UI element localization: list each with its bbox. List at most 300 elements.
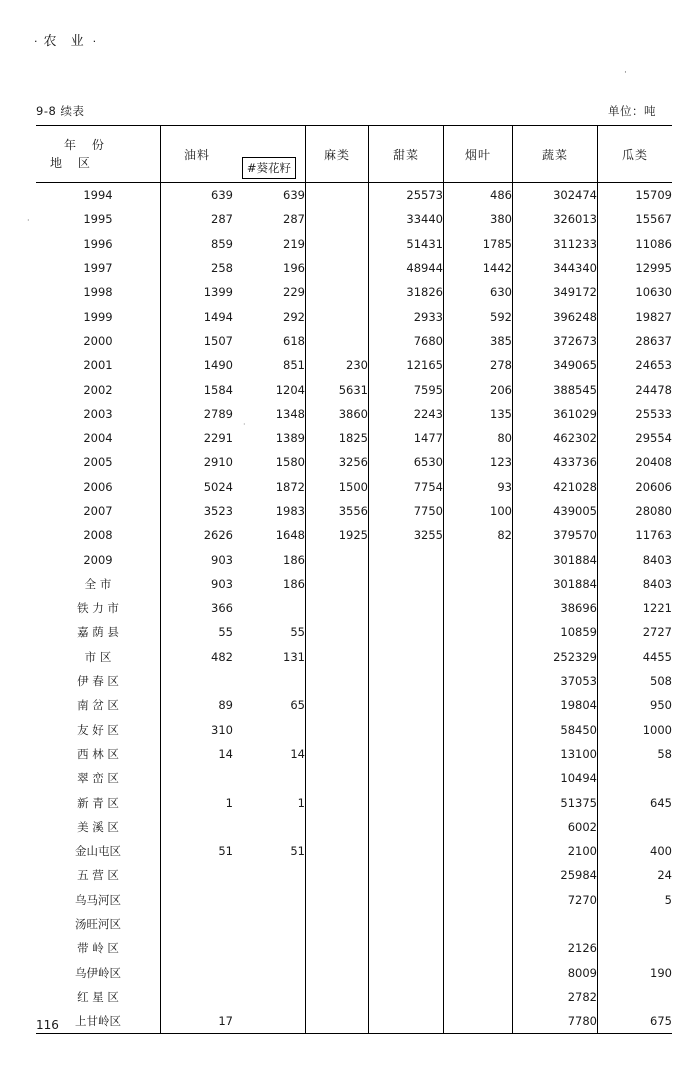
table-cell bbox=[233, 863, 306, 887]
running-head-left-dot: · bbox=[34, 35, 40, 48]
table-cell bbox=[598, 912, 673, 936]
table-cell bbox=[369, 718, 444, 742]
table-cell: 14 bbox=[233, 742, 306, 766]
header-col-beet-label: 甜菜 bbox=[392, 147, 419, 162]
table-cell bbox=[161, 936, 234, 960]
table-cell: 25573 bbox=[369, 183, 444, 208]
table-cell: 123 bbox=[444, 450, 513, 474]
table-cell bbox=[369, 669, 444, 693]
table-cell bbox=[233, 815, 306, 839]
table-cell bbox=[444, 669, 513, 693]
table-cell: 396248 bbox=[513, 304, 598, 328]
table-cell: 2910 bbox=[203, 455, 233, 470]
table-cell: 1 bbox=[233, 790, 306, 814]
table-cell: 618 bbox=[233, 329, 306, 353]
table-cell: 100 bbox=[444, 499, 513, 523]
table-cell bbox=[306, 985, 369, 1009]
table-row-label: 上甘岭区 bbox=[36, 1009, 161, 1034]
table-cell: 2933 bbox=[369, 304, 444, 328]
table-row bbox=[36, 596, 672, 620]
table-number: 9-8 续表 bbox=[36, 104, 85, 118]
table-row bbox=[36, 572, 672, 596]
table-cell bbox=[306, 936, 369, 960]
table-cell: 51 bbox=[218, 844, 233, 859]
table-row-label: 全 市 bbox=[36, 572, 161, 596]
table-cell bbox=[161, 985, 234, 1009]
table-cell bbox=[369, 620, 444, 644]
table-cell: 17 bbox=[161, 1009, 234, 1034]
table-cell bbox=[444, 766, 513, 790]
table-cell bbox=[444, 572, 513, 596]
table-cell bbox=[233, 1009, 306, 1034]
table-row bbox=[36, 547, 672, 571]
table-row-label: 2001 bbox=[36, 353, 161, 377]
table-cell: 14 bbox=[218, 746, 233, 761]
table-cell: 1925 bbox=[306, 523, 369, 547]
table-cell: 24478 bbox=[635, 382, 672, 397]
table-cell: 8009 bbox=[513, 961, 598, 985]
table-row bbox=[36, 718, 672, 742]
table-cell: 12165 bbox=[369, 353, 444, 377]
header-col-hemp bbox=[306, 126, 369, 183]
table-cell bbox=[444, 863, 513, 887]
table-cell bbox=[369, 961, 444, 985]
table-cell: 675 bbox=[598, 1009, 673, 1034]
table-cell: 349065 bbox=[513, 353, 598, 377]
table-cell: 366 bbox=[211, 601, 233, 616]
table-cell: 379570 bbox=[513, 523, 598, 547]
table-row bbox=[36, 280, 672, 304]
page-speck-mark: · bbox=[624, 68, 627, 78]
table-cell: 508 bbox=[650, 674, 672, 689]
table-cell: 859 bbox=[211, 236, 233, 251]
table-cell: 55 bbox=[218, 625, 233, 640]
table-row-label: 带 岭 区 bbox=[36, 936, 161, 960]
table-cell bbox=[233, 596, 306, 620]
table-cell bbox=[306, 547, 369, 571]
table-row bbox=[36, 742, 672, 766]
table-row bbox=[36, 839, 672, 863]
table-cell bbox=[161, 961, 234, 985]
table-cell bbox=[444, 645, 513, 669]
table-cell bbox=[306, 1009, 369, 1034]
table-cell: 2126 bbox=[513, 936, 598, 960]
table-cell: 131 bbox=[233, 645, 306, 669]
table-cell: 2291 bbox=[203, 431, 233, 446]
table-cell: 10494 bbox=[513, 766, 598, 790]
table-cell: 65 bbox=[233, 693, 306, 717]
table-row bbox=[36, 669, 672, 693]
table-cell bbox=[444, 888, 513, 912]
header-col-sunflower bbox=[233, 126, 306, 183]
table-cell: 15567 bbox=[635, 212, 672, 227]
table-cell bbox=[444, 547, 513, 571]
table-cell bbox=[161, 912, 234, 936]
table-row bbox=[36, 645, 672, 669]
table-cell bbox=[444, 693, 513, 717]
table-cell: 2626 bbox=[203, 528, 233, 543]
table-cell: 7750 bbox=[369, 499, 444, 523]
table-row-label: 五 营 区 bbox=[36, 863, 161, 887]
table-cell: 24 bbox=[657, 868, 672, 883]
table-cell: 28080 bbox=[635, 504, 672, 518]
table-cell: 55 bbox=[233, 620, 306, 644]
table-cell: 1490 bbox=[203, 358, 233, 373]
header-col-oil-label: 油料 bbox=[183, 147, 210, 162]
page-number: 116 bbox=[36, 1018, 59, 1032]
table-cell: 5 bbox=[664, 892, 672, 907]
table-row bbox=[36, 863, 672, 887]
table-cell bbox=[444, 1009, 513, 1034]
table-cell: 372673 bbox=[513, 329, 598, 353]
table-cell: 31826 bbox=[369, 280, 444, 304]
page-speck-mark: · bbox=[27, 216, 30, 225]
table-cell: 11763 bbox=[635, 528, 672, 543]
table-row bbox=[36, 256, 672, 280]
table-row bbox=[36, 304, 672, 328]
table-cell bbox=[306, 207, 369, 231]
table-cell: 51431 bbox=[369, 232, 444, 256]
table-cell bbox=[598, 936, 673, 960]
table-cell bbox=[306, 645, 369, 669]
table-cell bbox=[306, 961, 369, 985]
table-cell: 20408 bbox=[635, 455, 672, 470]
table-cell: 3255 bbox=[369, 523, 444, 547]
table-cell bbox=[369, 572, 444, 596]
table-cell: 11086 bbox=[635, 236, 672, 251]
table-row-label: 翠 峦 区 bbox=[36, 766, 161, 790]
table-cell: 3256 bbox=[306, 450, 369, 474]
running-head-text: 农 业 bbox=[43, 34, 89, 49]
table-cell: 186 bbox=[233, 547, 306, 571]
table-cell: 1983 bbox=[233, 499, 306, 523]
header-col-sunflower-label: #葵花籽 bbox=[242, 157, 296, 179]
table-cell: 252329 bbox=[513, 645, 598, 669]
table-cell: 1500 bbox=[306, 475, 369, 499]
table-cell bbox=[306, 815, 369, 839]
table-cell: 311233 bbox=[513, 232, 598, 256]
table-cell bbox=[306, 912, 369, 936]
table-cell bbox=[306, 693, 369, 717]
table-cell: 1825 bbox=[306, 426, 369, 450]
table-cell: 8403 bbox=[642, 552, 672, 567]
page-speck-mark: · bbox=[243, 420, 246, 429]
table-cell: 433736 bbox=[513, 450, 598, 474]
table-cell bbox=[369, 766, 444, 790]
table-cell: 385 bbox=[444, 329, 513, 353]
table-row-label: 伊 春 区 bbox=[36, 669, 161, 693]
header-col-oil bbox=[161, 126, 234, 183]
table-cell: 37053 bbox=[513, 669, 598, 693]
table-cell: 1000 bbox=[642, 722, 672, 737]
table-cell: 301884 bbox=[513, 572, 598, 596]
table-cell: 12995 bbox=[635, 261, 672, 276]
table-cell bbox=[306, 572, 369, 596]
table-cell bbox=[306, 183, 369, 208]
table-cell: 25984 bbox=[513, 863, 598, 887]
table-cell: 229 bbox=[233, 280, 306, 304]
table-header bbox=[36, 126, 672, 183]
table-cell: 462302 bbox=[513, 426, 598, 450]
table-cell bbox=[513, 912, 598, 936]
table-cell: 1 bbox=[225, 795, 233, 810]
table-cell: 1584 bbox=[203, 382, 233, 397]
table-cell: 1580 bbox=[233, 450, 306, 474]
table-row bbox=[36, 961, 672, 985]
table-row-label: 1996 bbox=[36, 232, 161, 256]
table-cell: 219 bbox=[233, 232, 306, 256]
table-cell: 10630 bbox=[635, 285, 672, 300]
table-cell: 24653 bbox=[635, 358, 672, 373]
table-cell: 1399 bbox=[203, 285, 233, 300]
table-row-label: 1999 bbox=[36, 304, 161, 328]
table-cell bbox=[161, 815, 234, 839]
table-cell bbox=[306, 280, 369, 304]
table-header-row bbox=[36, 126, 672, 183]
table-row-label: 嘉 荫 县 bbox=[36, 620, 161, 644]
table-cell: 292 bbox=[233, 304, 306, 328]
table-cell bbox=[369, 693, 444, 717]
table-row-label: 红 星 区 bbox=[36, 985, 161, 1009]
table-cell bbox=[598, 766, 673, 790]
table-row bbox=[36, 790, 672, 814]
table-cell: 82 bbox=[444, 523, 513, 547]
table-cell bbox=[444, 985, 513, 1009]
table-cell: 1204 bbox=[233, 377, 306, 401]
table-row bbox=[36, 499, 672, 523]
table-row bbox=[36, 475, 672, 499]
table-row-label: 2007 bbox=[36, 499, 161, 523]
table-cell bbox=[444, 839, 513, 863]
table-cell bbox=[444, 718, 513, 742]
table-cell: 58450 bbox=[513, 718, 598, 742]
table-row bbox=[36, 985, 672, 1009]
table-cell: 287 bbox=[233, 207, 306, 231]
table-cell: 278 bbox=[444, 353, 513, 377]
table-cell: 639 bbox=[233, 183, 306, 208]
table-row bbox=[36, 426, 672, 450]
table-cell: 287 bbox=[211, 212, 233, 227]
table-cell bbox=[306, 232, 369, 256]
table-cell: 344340 bbox=[513, 256, 598, 280]
table-row-label: 2000 bbox=[36, 329, 161, 353]
table-cell: 196 bbox=[233, 256, 306, 280]
header-col-beet bbox=[369, 126, 444, 183]
table-row bbox=[36, 620, 672, 644]
table-cell bbox=[233, 888, 306, 912]
table-cell bbox=[444, 790, 513, 814]
table-cell: 486 bbox=[444, 183, 513, 208]
table-cell bbox=[369, 815, 444, 839]
table-cell: 230 bbox=[306, 353, 369, 377]
table-row bbox=[36, 523, 672, 547]
table-cell bbox=[306, 766, 369, 790]
table-cell: 326013 bbox=[513, 207, 598, 231]
table-cell: 28637 bbox=[635, 333, 672, 348]
table-row bbox=[36, 815, 672, 839]
header-col-vegetable bbox=[513, 126, 598, 183]
table-row-label: 2004 bbox=[36, 426, 161, 450]
table-cell: 400 bbox=[650, 844, 672, 859]
running-head bbox=[34, 30, 98, 49]
table-cell: 388545 bbox=[513, 377, 598, 401]
header-col-tobacco bbox=[444, 126, 513, 183]
table-cell: 1477 bbox=[369, 426, 444, 450]
table-cell: 6002 bbox=[513, 815, 598, 839]
table-cell bbox=[369, 839, 444, 863]
table-row-label: 乌马河区 bbox=[36, 888, 161, 912]
table-cell bbox=[161, 669, 234, 693]
table-unit: 单位：吨 bbox=[608, 104, 656, 118]
header-col-tobacco-label: 烟叶 bbox=[464, 147, 491, 162]
table-row-label: 2005 bbox=[36, 450, 161, 474]
table-cell: 186 bbox=[233, 572, 306, 596]
table-cell bbox=[444, 936, 513, 960]
table-cell: 89 bbox=[218, 698, 233, 713]
table-cell bbox=[233, 936, 306, 960]
table-cell bbox=[306, 888, 369, 912]
table-cell bbox=[161, 766, 234, 790]
table-row bbox=[36, 329, 672, 353]
table-cell: 58 bbox=[657, 746, 672, 761]
table-cell: 380 bbox=[444, 207, 513, 231]
header-area-cell bbox=[36, 126, 161, 183]
table-cell: 20606 bbox=[635, 479, 672, 494]
table-cell: 25533 bbox=[635, 406, 672, 421]
table-cell bbox=[369, 790, 444, 814]
table-cell: 10859 bbox=[513, 620, 598, 644]
table-cell: 29554 bbox=[635, 431, 672, 446]
table-cell: 302474 bbox=[513, 183, 598, 208]
table-cell: 3523 bbox=[203, 504, 233, 518]
table-cell: 51375 bbox=[513, 790, 598, 814]
table-cell bbox=[233, 766, 306, 790]
table-row-label: 铁 力 市 bbox=[36, 596, 161, 620]
table-cell: 301884 bbox=[513, 547, 598, 571]
table-row-label: 西 林 区 bbox=[36, 742, 161, 766]
table-row-label: 2008 bbox=[36, 523, 161, 547]
table-cell bbox=[598, 985, 673, 1009]
table-row-label: 市 区 bbox=[36, 645, 161, 669]
table-row bbox=[36, 207, 672, 231]
table-cell: 3860 bbox=[306, 402, 369, 426]
table-cell: 639 bbox=[211, 188, 233, 203]
table-cell bbox=[444, 815, 513, 839]
table-row-label: 2009 bbox=[36, 547, 161, 571]
header-col-hemp-label: 麻类 bbox=[323, 147, 350, 162]
table-cell: 3556 bbox=[306, 499, 369, 523]
table-cell: 630 bbox=[444, 280, 513, 304]
table-cell: 206 bbox=[444, 377, 513, 401]
table-cell: 7680 bbox=[369, 329, 444, 353]
table-cell bbox=[306, 304, 369, 328]
table-body bbox=[36, 183, 672, 1034]
table-cell: 2100 bbox=[513, 839, 598, 863]
table-cell: 80 bbox=[444, 426, 513, 450]
table-cell bbox=[306, 863, 369, 887]
table-cell: 2243 bbox=[369, 402, 444, 426]
table-cell: 903 bbox=[211, 552, 233, 567]
table-row bbox=[36, 353, 672, 377]
table-row-label: 南 岔 区 bbox=[36, 693, 161, 717]
table-cell bbox=[444, 620, 513, 644]
table-cell bbox=[233, 985, 306, 1009]
table-row-label: 友 好 区 bbox=[36, 718, 161, 742]
table-cell bbox=[369, 912, 444, 936]
table-cell: 950 bbox=[650, 698, 672, 713]
table-cell: 2727 bbox=[642, 625, 672, 640]
table-cell bbox=[233, 669, 306, 693]
table-cell bbox=[369, 645, 444, 669]
table-cell bbox=[369, 985, 444, 1009]
table-cell: 482 bbox=[211, 649, 233, 664]
table-cell: 5024 bbox=[203, 479, 233, 494]
table-cell: 1442 bbox=[444, 256, 513, 280]
table-row bbox=[36, 1009, 672, 1034]
table-cell: 1389 bbox=[233, 426, 306, 450]
table-cell: 19827 bbox=[635, 309, 672, 324]
table-row-label: 2002 bbox=[36, 377, 161, 401]
table-cell: 1348 bbox=[233, 402, 306, 426]
table-row bbox=[36, 402, 672, 426]
table-cell: 2782 bbox=[513, 985, 598, 1009]
table-cell: 1872 bbox=[233, 475, 306, 499]
table-cell bbox=[306, 669, 369, 693]
table-cell bbox=[444, 596, 513, 620]
table-row bbox=[36, 936, 672, 960]
table-cell: 4455 bbox=[642, 649, 672, 664]
table-cell: 258 bbox=[211, 261, 233, 276]
table-cell: 645 bbox=[650, 795, 672, 810]
table-row-label: 美 溪 区 bbox=[36, 815, 161, 839]
table-cell bbox=[233, 961, 306, 985]
table-row-label: 金山屯区 bbox=[36, 839, 161, 863]
table-cell: 33440 bbox=[369, 207, 444, 231]
table-caption-row bbox=[36, 103, 656, 119]
table-cell: 93 bbox=[444, 475, 513, 499]
table-cell: 361029 bbox=[513, 402, 598, 426]
running-head-right-dot: · bbox=[92, 35, 99, 48]
table-row-label: 新 青 区 bbox=[36, 790, 161, 814]
table-cell bbox=[306, 329, 369, 353]
table-row bbox=[36, 693, 672, 717]
table-cell bbox=[369, 742, 444, 766]
table-cell: 5631 bbox=[306, 377, 369, 401]
table-cell bbox=[306, 718, 369, 742]
table-cell bbox=[306, 620, 369, 644]
table-cell: 1494 bbox=[203, 309, 233, 324]
table-cell: 2789 bbox=[203, 406, 233, 421]
table-cell: 310 bbox=[211, 722, 233, 737]
table-row bbox=[36, 232, 672, 256]
table-cell: 15709 bbox=[635, 188, 672, 203]
table-cell bbox=[369, 596, 444, 620]
table-row-label: 1997 bbox=[36, 256, 161, 280]
header-col-melon bbox=[598, 126, 673, 183]
table-cell: 7780 bbox=[513, 1009, 598, 1034]
table-cell bbox=[369, 863, 444, 887]
table-cell: 48944 bbox=[369, 256, 444, 280]
table-cell: 7270 bbox=[513, 888, 598, 912]
table-cell: 19804 bbox=[513, 693, 598, 717]
table-cell bbox=[306, 790, 369, 814]
table-row bbox=[36, 183, 672, 208]
table-cell bbox=[598, 815, 673, 839]
table-cell bbox=[444, 912, 513, 936]
table-cell: 6530 bbox=[369, 450, 444, 474]
table-cell bbox=[233, 912, 306, 936]
table-cell: 8403 bbox=[642, 576, 672, 591]
